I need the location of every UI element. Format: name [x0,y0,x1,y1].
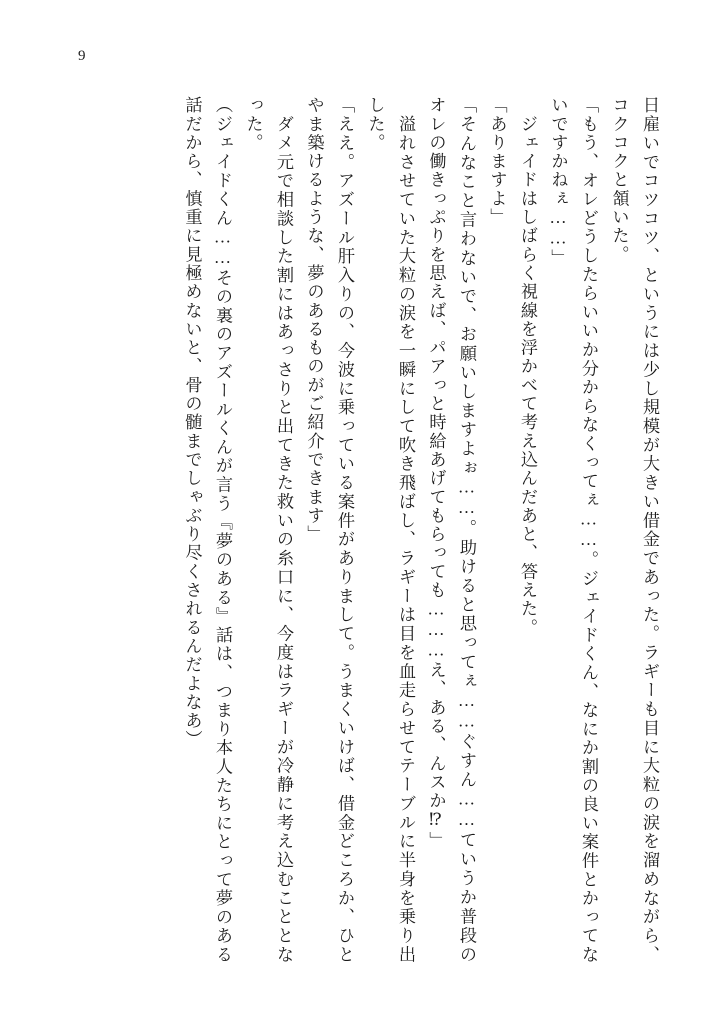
paragraph: 「ええ。アズール肝入りの、今波に乗っている案件がありまして。うまくいけば、借金どころか、ひとやま築けるような、夢のあるものがご紹介できます」 [304,96,354,964]
paragraph: ジェイドはしばらく視線を浮かべて考え込んだあと、答えた。 [518,96,537,637]
paragraph: 溢れさせていた大粒の涙を一瞬にして吹き飛ばし、ラギーは目を血走らせてテーブルに半身を乗り出した。 [365,96,415,964]
paragraph: 「そんなこと言わないで、お願いしますよぉ……。助けると思ってぇ……ぐすん……ていうか普段のオレの働きっぷりを思えば、パアっと時給あげてもらっても………え、ある、んスか⁉」 [426,96,476,964]
paragraph: 「もう、オレどうしたらいいか分からなくってぇ……。ジェイドくん、なにか割の良い案件とかってないですかねぇ……」 [548,96,598,964]
body-text-vertical [62,96,664,964]
paragraph: 日雇いでコツコツ、というには少し規模が大きい借金であった。ラギーも目に大粒の涙を溜めながら、コクコクと頷いた。 [609,96,659,964]
paragraph: 「ありますよ」 [487,96,507,227]
paragraph: （ジェイドくん……その裏のアズールくんが言う『夢のある』話は、つまり本人たちにとって夢のある話だから、慎重に見極めないと、骨の髄までしゃぶり尽くされるんだよなあ） [182,96,232,964]
paragraph: ダメ元で相談した割にはあっさりと出てきた救いの糸口に、今度はラギーが冷静に考え込むこととなった。 [243,96,293,964]
page-number: 9 [78,48,86,64]
